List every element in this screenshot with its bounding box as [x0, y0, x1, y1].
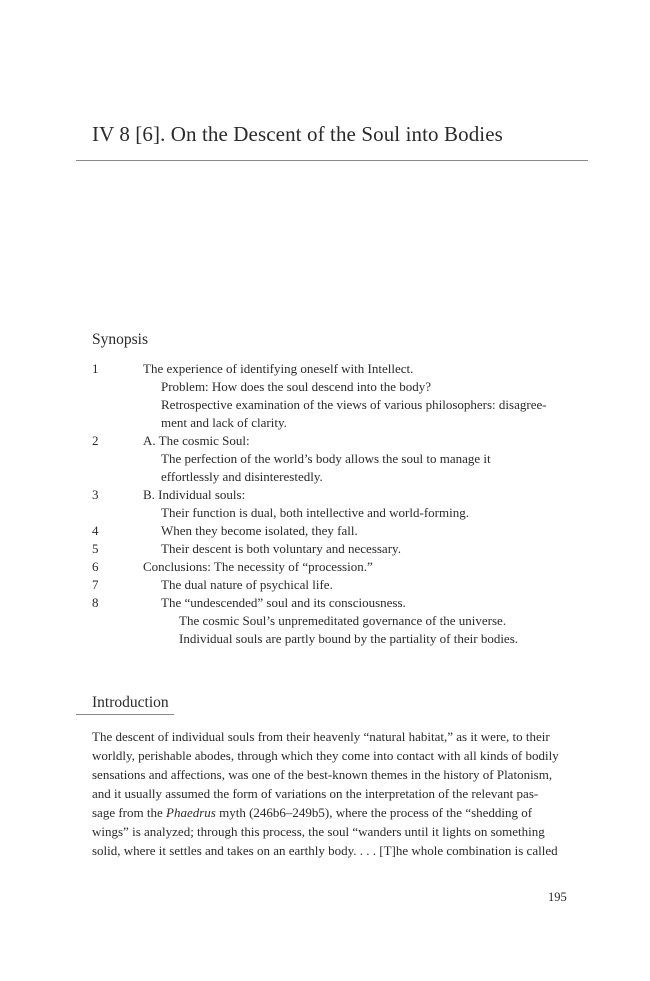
introduction-text: wings” is analyzed; through this process, the soul “wanders until it lights on something	[92, 824, 545, 839]
synopsis-line-number: 4	[92, 523, 99, 538]
synopsis-line-text: Individual souls are partly bound by the partiality of their bodies.	[179, 631, 519, 646]
synopsis-line	[0, 558, 650, 576]
synopsis-line-text: When they become isolated, they fall.	[161, 523, 358, 538]
title-rule	[76, 160, 588, 161]
synopsis-line	[0, 612, 650, 630]
synopsis-line	[0, 378, 650, 396]
synopsis-line-text: A. The cosmic Soul:	[143, 433, 250, 448]
synopsis-line-number: 1	[92, 361, 99, 376]
page-number: 195	[548, 890, 567, 904]
introduction-line	[92, 841, 582, 860]
synopsis-line	[0, 414, 650, 432]
introduction-body	[92, 727, 582, 860]
synopsis-line	[0, 432, 650, 450]
synopsis-line-text: The “undescended” soul and its consciousness.	[161, 595, 406, 610]
synopsis-line-text: The dual nature of psychical life.	[161, 577, 333, 592]
introduction-italic-title: Phaedrus	[166, 805, 216, 820]
introduction-text: and it usually assumed the form of variations on the interpretation of the relevant pas-	[92, 786, 539, 801]
synopsis-line	[0, 540, 650, 558]
introduction-line	[92, 784, 582, 803]
introduction-line	[92, 803, 582, 822]
synopsis-line	[0, 522, 650, 540]
introduction-line	[92, 727, 582, 746]
synopsis-line-number: 8	[92, 595, 99, 610]
synopsis-heading: Synopsis	[92, 331, 148, 348]
synopsis-line	[0, 594, 650, 612]
synopsis-line-text: Retrospective examination of the views of various philosophers: disagree-	[161, 397, 547, 412]
synopsis-line	[0, 576, 650, 594]
synopsis-list	[0, 360, 650, 648]
synopsis-line	[0, 630, 650, 648]
synopsis-line	[0, 396, 650, 414]
synopsis-line-text: effortlessly and disinterestedly.	[161, 469, 323, 484]
synopsis-line-number: 5	[92, 541, 99, 556]
introduction-line	[92, 746, 582, 765]
synopsis-line-text: The cosmic Soul’s unpremeditated governance of the universe.	[179, 613, 507, 628]
synopsis-line	[0, 360, 650, 378]
introduction-text: myth (246b6–249b5), where the process of the “shedding of	[215, 805, 533, 820]
introduction-heading: Introduction	[92, 694, 169, 711]
introduction-line	[92, 822, 582, 841]
synopsis-line	[0, 468, 650, 486]
synopsis-line-number: 7	[92, 577, 99, 592]
synopsis-line-text: B. Individual souls:	[143, 487, 246, 502]
introduction-text: worldly, perishable abodes, through which they come into contact with all kinds of bodily	[92, 748, 559, 763]
synopsis-line	[0, 450, 650, 468]
synopsis-line	[0, 486, 650, 504]
synopsis-line-text: Their function is dual, both intellective and world-forming.	[161, 505, 469, 520]
introduction-line	[92, 765, 582, 784]
introduction-text: The descent of individual souls from their heavenly “natural habitat,” as it were, to their	[92, 729, 550, 744]
chapter-title: IV 8 [6]. On the Descent of the Soul into Bodies	[92, 122, 503, 146]
introduction-text: sensations and affections, was one of the best-known themes in the history of Platonism,	[92, 767, 553, 782]
synopsis-line-text: The perfection of the world’s body allows the soul to manage it	[161, 451, 491, 466]
introduction-text: sage from the	[92, 805, 167, 820]
synopsis-line-text: Conclusions: The necessity of “procession.”	[143, 559, 373, 574]
introduction-text: solid, where it settles and takes on an earthly body. . . . [T]he whole combination is called	[92, 843, 558, 858]
synopsis-line-text: Their descent is both voluntary and necessary.	[161, 541, 401, 556]
synopsis-line-number: 2	[92, 433, 99, 448]
synopsis-line-number: 3	[92, 487, 99, 502]
synopsis-line-text: Problem: How does the soul descend into the body?	[161, 379, 432, 394]
synopsis-line	[0, 504, 650, 522]
introduction-rule	[76, 714, 174, 715]
synopsis-line-text: ment and lack of clarity.	[161, 415, 287, 430]
synopsis-line-number: 6	[92, 559, 99, 574]
synopsis-line-text: The experience of identifying oneself with Intellect.	[143, 361, 414, 376]
